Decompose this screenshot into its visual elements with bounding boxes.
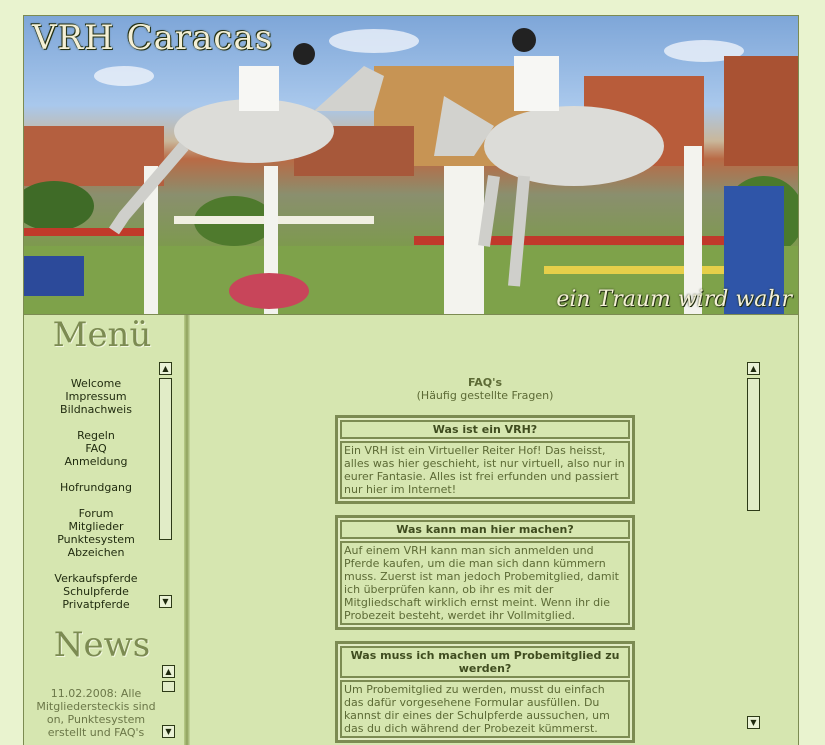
menu-item-privatpferde[interactable]: Privatpferde: [62, 598, 130, 611]
faq-answer: Ein VRH ist ein Virtueller Reiter Hof! Das heisst, alles was hier geschieht, ist nur virtuell, also nur in eurer Fantasie. Alles ist frei erfunden und passiert nur hier im Internet!: [340, 441, 630, 499]
faq-question: Was ist ein VRH?: [340, 420, 630, 439]
faq-item: [335, 515, 635, 630]
menu-group: [36, 481, 156, 494]
faq-question: Was muss ich machen um Probemitglied zu werden?: [340, 646, 630, 678]
content-scroll-up-button[interactable]: ▲: [747, 362, 760, 375]
menu-item-mitglieder[interactable]: Mitglieder: [68, 520, 124, 533]
menu-item-faq[interactable]: FAQ: [85, 442, 107, 455]
menu-group: [36, 429, 156, 468]
menu-item-punktesystem[interactable]: Punktesystem: [57, 533, 135, 546]
menu-scrollbar-track[interactable]: [159, 378, 172, 540]
faq-subtitle: (Häufig gestellte Fragen): [416, 389, 554, 402]
news-scroll-down-button[interactable]: ▼: [162, 725, 175, 738]
menu-scroll-up-button[interactable]: ▲: [159, 362, 172, 375]
menu-item-hofrundgang[interactable]: Hofrundgang: [60, 481, 132, 494]
menu-item-bildnachweis[interactable]: Bildnachweis: [60, 403, 132, 416]
content-scroll-down-button[interactable]: ▼: [747, 716, 760, 729]
news-text: 11.02.2008: Alle Mitgliedersteckis sind on, Punktesystem erstellt und FAQ's: [36, 687, 156, 739]
banner-photo: [24, 16, 798, 314]
menu-item-schulpferde[interactable]: Schulpferde: [63, 585, 129, 598]
faq-answer: Auf einem VRH kann man sich anmelden und Pferde kaufen, um die man sich dann kümmern muss. Zuerst ist man jedoch Probemitglied, damit ich überprüfen kann, ob ihr es mit der Mitgliedschaft wirklich ernst meint. Wenn ihr die Probezeit besteht, werdet ihr Vollmitglied.: [340, 541, 630, 625]
menu-item-regeln[interactable]: Regeln: [77, 429, 115, 442]
menu-scroll-down-button[interactable]: ▼: [159, 595, 172, 608]
menu-list: [36, 377, 156, 611]
faq-title: FAQ's: [467, 376, 503, 389]
menu-item-welcome[interactable]: Welcome: [70, 377, 122, 390]
site-title: VRH Caracas: [32, 18, 274, 58]
faq-item: [335, 641, 635, 743]
menu-item-verkaufspferde[interactable]: Verkaufspferde: [54, 572, 138, 585]
content-scrollbar-track[interactable]: [747, 378, 760, 511]
news-scroll-up-button[interactable]: ▲: [162, 665, 175, 678]
menu-group: [36, 507, 156, 559]
site-slogan: ein Traum wird wahr: [556, 287, 792, 312]
menu-group: [36, 377, 156, 416]
menu-item-anmeldung[interactable]: Anmeldung: [64, 455, 128, 468]
page-frame: [23, 15, 799, 745]
sidebar: [24, 315, 184, 745]
menu-item-impressum[interactable]: Impressum: [65, 390, 127, 403]
menu-item-forum[interactable]: Forum: [78, 507, 114, 520]
header-banner: [24, 16, 798, 315]
faq-item: [335, 415, 635, 504]
news-scrollbar-track[interactable]: [162, 681, 175, 692]
main-content: [190, 315, 798, 745]
faq-answer: Um Probemitglied zu werden, musst du einfach das dafür vorgesehene Formular ausfüllen. Du kannst dir eines der Schulpferde aussuchen, um das du dich während der Probezeit kümmerst.: [340, 680, 630, 738]
faq-question: Was kann man hier machen?: [340, 520, 630, 539]
menu-item-abzeichen[interactable]: Abzeichen: [67, 546, 125, 559]
news-heading: News: [53, 625, 151, 665]
menu-heading: Menü: [52, 315, 152, 355]
menu-group: [36, 572, 156, 611]
